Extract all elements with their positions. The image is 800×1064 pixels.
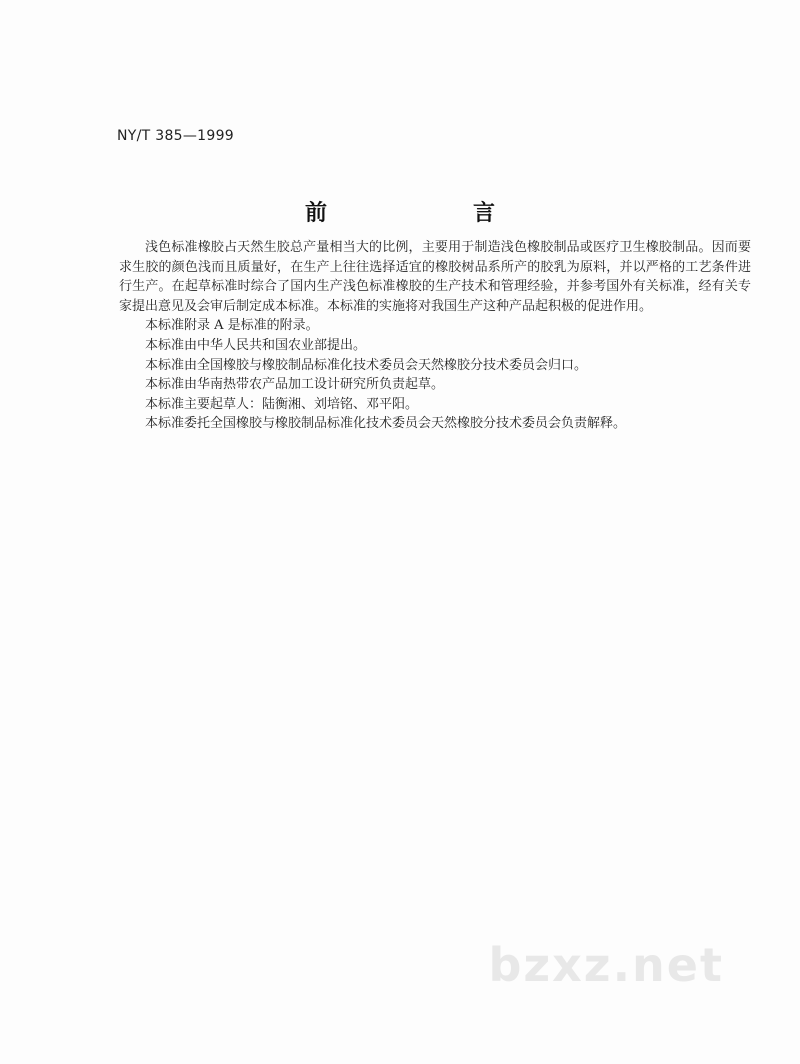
foreword-paragraph: 本标准由全国橡胶与橡胶制品标准化技术委员会天然橡胶分技术委员会归口。 <box>145 357 588 373</box>
foreword-paragraph: 本标准主要起草人：陆衡湘、刘培铭、邓平阳。 <box>145 396 419 412</box>
foreword-paragraph: 浅色标准橡胶占天然生胶总产量相当大的比例，主要用于制造浅色橡胶制品或医疗卫生橡胶制品。因而要求生胶的颜色浅而且质量好，在生产上往往选择适宜的橡胶树品系所产的胶乳为原料，并以严格的工艺条件进行生产。在起草标准时综合了国内生产浅色标准橡胶的生产技术和管理经验，并参考国外有关标准，经有关专家提出意见及会审后制定成本标准。本标准的实施将对我国生产这种产品起积极的促进作用。 <box>119 240 751 314</box>
foreword-paragraph: 本标准由中华人民共和国农业部提出。 <box>145 337 367 353</box>
page-title: 前 言 <box>304 201 529 226</box>
watermark: bzxz.net <box>488 938 724 992</box>
foreword-paragraph: 本标准附录 A 是标准的附录。 <box>145 318 319 334</box>
foreword-paragraph: 本标准委托全国橡胶与橡胶制品标准化技术委员会天然橡胶分技术委员会负责解释。 <box>145 416 627 432</box>
standard-code: NY/T 385—1999 <box>117 128 234 144</box>
foreword-paragraph: 本标准由华南热带农产品加工设计研究所负责起草。 <box>145 377 445 393</box>
foreword-body <box>119 238 751 434</box>
